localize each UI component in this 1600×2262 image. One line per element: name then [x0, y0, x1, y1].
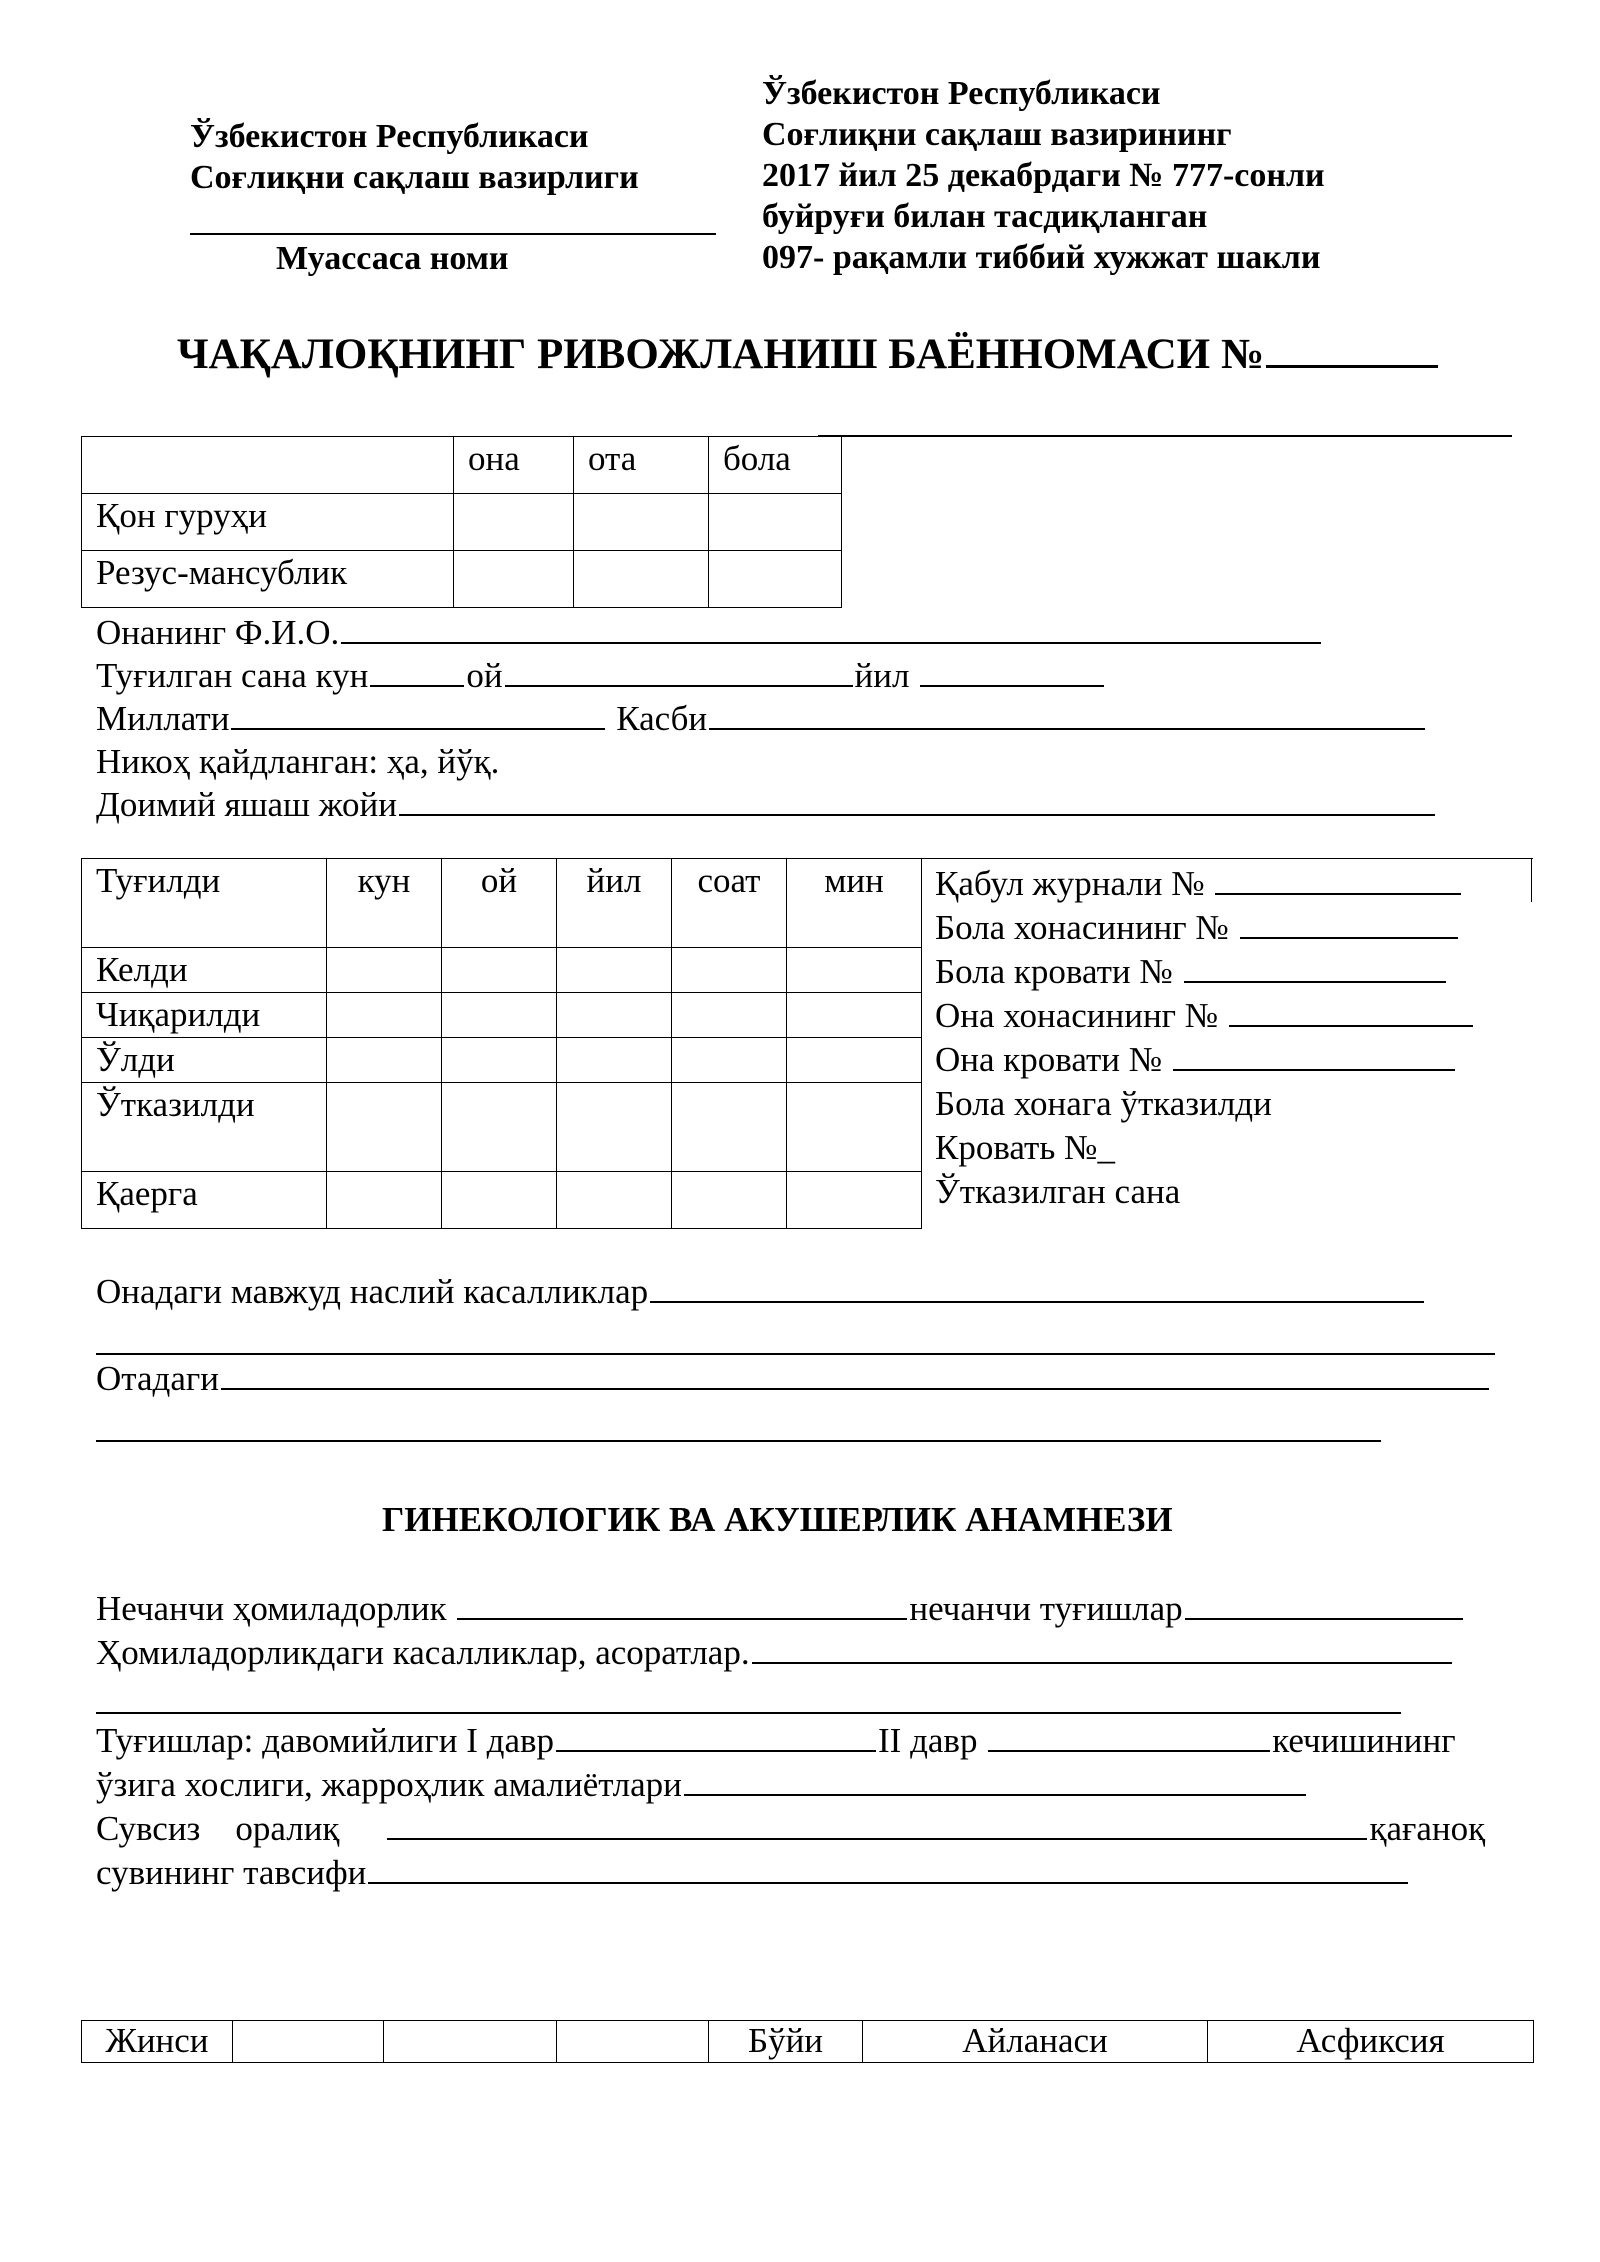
header-right-line2: Соғлиқни сақлаш вазирининг [762, 116, 1232, 153]
residence-label: Доимий яшаш жойи [96, 785, 398, 824]
pregnancy-label: Нечанчи ҳомиладорлик [96, 1589, 447, 1628]
mother-bed-row [935, 1038, 1457, 1082]
father-hereditary-field[interactable] [221, 1358, 1489, 1390]
event-cell[interactable] [327, 993, 442, 1038]
features-row [96, 1763, 1308, 1807]
labor-period2-field[interactable] [988, 1720, 1270, 1752]
waterless-field[interactable] [387, 1808, 1367, 1840]
child-bed-label: Бола кровати № [935, 952, 1173, 991]
header-right-line3: 2017 йил 25 декабрдаги № 777-сонли [762, 157, 1325, 194]
measure-cell[interactable] [384, 2021, 557, 2063]
nationality-label: Миллати [96, 699, 230, 738]
right-column-top-border [921, 858, 1533, 859]
water-desc-row [96, 1851, 1410, 1895]
child-bed-row [935, 950, 1448, 994]
residence-field[interactable] [399, 784, 1435, 816]
blood-cell[interactable] [709, 551, 842, 608]
event-cell[interactable] [787, 1083, 922, 1172]
blood-cell[interactable] [454, 494, 574, 551]
mother-room-field[interactable] [1229, 995, 1473, 1027]
birth-day-field[interactable] [370, 655, 464, 687]
births-field[interactable] [1185, 1588, 1463, 1620]
event-cell[interactable] [442, 948, 557, 993]
event-cell[interactable] [672, 948, 787, 993]
mother-fio-row [96, 611, 1323, 655]
blood-header-father: ота [574, 437, 709, 494]
father-hereditary-label: Отадаги [96, 1359, 219, 1398]
event-arrived: Келди [82, 948, 327, 993]
event-discharged: Чиқарилди [82, 993, 327, 1038]
features-label: ўзига хослиги, жарроҳлик амалиётлари [96, 1765, 682, 1804]
birth-year-field[interactable] [920, 655, 1104, 687]
col-day: кун [327, 859, 442, 948]
event-cell[interactable] [557, 1083, 672, 1172]
complications-extra-line[interactable] [96, 1712, 1401, 1714]
mother-hereditary-label: Онадаги мавжуд наслий касалликлар [96, 1272, 649, 1311]
mother-room-label: Она хонасининг № [935, 996, 1219, 1035]
father-hereditary-extra-line[interactable] [96, 1440, 1381, 1442]
event-cell[interactable] [672, 993, 787, 1038]
event-born-label: Туғилди [82, 859, 327, 948]
event-cell[interactable] [327, 1172, 442, 1229]
event-cell[interactable] [557, 1038, 672, 1083]
blood-header-child: бола [709, 437, 842, 494]
header-right-line4: буйруғи билан тасдиқланган [762, 198, 1208, 235]
col-month: ой [442, 859, 557, 948]
page-title [177, 329, 1440, 379]
section-anamnesis-title: ГИНЕКОЛОГИК ВА АКУШЕРЛИК АНАМНЕЗИ [382, 1500, 1173, 1539]
birth-day-label: Туғилган сана кун [96, 656, 369, 695]
labor-period2-label: II давр [878, 1721, 978, 1760]
col-year: йил [557, 859, 672, 948]
blood-cell[interactable] [574, 551, 709, 608]
event-cell[interactable] [327, 1038, 442, 1083]
event-cell[interactable] [557, 948, 672, 993]
mother-room-row [935, 994, 1475, 1038]
labor-course-label: кечишининг [1272, 1721, 1456, 1760]
title-underline [818, 435, 1512, 437]
child-room-row [935, 906, 1460, 950]
blood-header-mother: она [454, 437, 574, 494]
event-cell[interactable] [557, 1172, 672, 1229]
sex-label: Жинси [82, 2021, 233, 2063]
profession-label: Касби [616, 699, 708, 738]
labor-row [96, 1719, 1456, 1763]
intake-journal-field[interactable] [1215, 863, 1461, 895]
event-transferred: Ўтказилди [82, 1083, 327, 1172]
features-field[interactable] [684, 1764, 1306, 1796]
complications-label: Ҳомиладорликдаги касалликлар, асоратлар. [96, 1633, 750, 1672]
asphyxia-label: Асфиксия [1208, 2021, 1534, 2063]
water-desc-field[interactable] [368, 1852, 1408, 1884]
mother-fio-label: Онанинг Ф.И.О. [96, 613, 340, 652]
event-where: Қаерга [82, 1172, 327, 1229]
event-cell[interactable] [442, 993, 557, 1038]
bed-number-label: Кровать №_ [935, 1128, 1115, 1167]
birth-month-field[interactable] [505, 655, 853, 687]
pregnancy-field[interactable] [457, 1588, 907, 1620]
mother-hereditary-field[interactable] [650, 1271, 1424, 1303]
measure-cell[interactable] [233, 2021, 384, 2063]
complications-field[interactable] [752, 1632, 1452, 1664]
institution-name-label: Муассаса номи [276, 240, 509, 277]
newborn-measures-table [81, 2020, 1534, 2063]
residence-row [96, 783, 1437, 827]
header-left-line2: Соғлиқни сақлаш вазирлиги [190, 159, 639, 196]
births-label: нечанчи туғишлар [909, 1589, 1183, 1628]
event-cell[interactable] [787, 948, 922, 993]
event-cell[interactable] [672, 1083, 787, 1172]
labor-period1-label: Туғишлар: давомийлиги I давр [96, 1721, 555, 1760]
intake-journal-row [935, 862, 1463, 906]
complications-row [96, 1631, 1454, 1675]
event-cell[interactable] [442, 1172, 557, 1229]
blood-cell[interactable] [454, 551, 574, 608]
child-room-field[interactable] [1240, 907, 1458, 939]
institution-name-line [190, 233, 716, 235]
event-cell[interactable] [557, 993, 672, 1038]
blood-table [81, 436, 842, 608]
water-desc-label: сувининг тавсифи [96, 1853, 367, 1892]
mother-hereditary-row [96, 1270, 1426, 1314]
event-cell[interactable] [672, 1172, 787, 1229]
mother-bed-field[interactable] [1173, 1039, 1455, 1071]
birth-date-row [96, 654, 1106, 698]
circumference-label: Айланаси [863, 2021, 1208, 2063]
col-minute: мин [787, 859, 922, 948]
amniotic-label: қағаноқ [1369, 1809, 1486, 1848]
intake-journal-label: Қабул журнали № [935, 864, 1205, 903]
child-bed-field[interactable] [1184, 951, 1446, 983]
event-cell[interactable] [327, 948, 442, 993]
birth-month-label: ой [466, 656, 503, 695]
event-cell[interactable] [442, 1038, 557, 1083]
col-hour: соат [672, 859, 787, 948]
child-transferred-label: Бола хонага ўтказилди [935, 1084, 1272, 1123]
measure-cell[interactable] [557, 2021, 709, 2063]
waterless-row [96, 1807, 1485, 1851]
pregnancy-row [96, 1587, 1465, 1631]
birth-year-label: йил [854, 656, 910, 695]
father-hereditary-row [96, 1357, 1491, 1401]
header-right-line1: Ўзбекистон Республикаси [762, 75, 1161, 112]
events-table [81, 858, 922, 1229]
nationality-field[interactable] [231, 698, 605, 730]
event-cell[interactable] [327, 1083, 442, 1172]
protocol-number-line [1266, 329, 1438, 368]
height-label: Бўйи [709, 2021, 863, 2063]
nationality-row [96, 697, 1427, 741]
waterless-label: Сувсиз оралиқ [96, 1809, 340, 1848]
mother-fio-field[interactable] [341, 612, 1321, 644]
blood-row-rhesus: Резус-мансублик [82, 551, 454, 608]
header-left-line1: Ўзбекистон Республикаси [190, 118, 589, 155]
right-column-edge [1531, 858, 1532, 902]
marriage-label: Никоҳ қайдланган: ҳа, йўқ. [96, 742, 500, 781]
profession-field[interactable] [709, 698, 1425, 730]
header-right-line5: 097- рақамли тиббий хужжат шакли [762, 239, 1321, 276]
transfer-date-label: Ўтказилган сана [935, 1172, 1181, 1211]
child-room-label: Бола хонасининг № [935, 908, 1229, 947]
page-title-text: ЧАҚАЛОҚНИНГ РИВОЖЛАНИШ БАЁННОМАСИ № [177, 331, 1265, 378]
event-cell[interactable] [442, 1083, 557, 1172]
event-cell[interactable] [787, 1172, 922, 1229]
event-died: Ўлди [82, 1038, 327, 1083]
hereditary-extra-line[interactable] [96, 1353, 1495, 1355]
mother-bed-label: Она кровати № [935, 1040, 1163, 1079]
blood-row-group: Қон гуруҳи [82, 494, 454, 551]
blood-cell[interactable] [709, 494, 842, 551]
event-cell[interactable] [672, 1038, 787, 1083]
labor-period1-field[interactable] [556, 1720, 876, 1752]
blood-table-corner [82, 437, 454, 494]
event-cell[interactable] [787, 1038, 922, 1083]
event-cell[interactable] [787, 993, 922, 1038]
blood-cell[interactable] [574, 494, 709, 551]
